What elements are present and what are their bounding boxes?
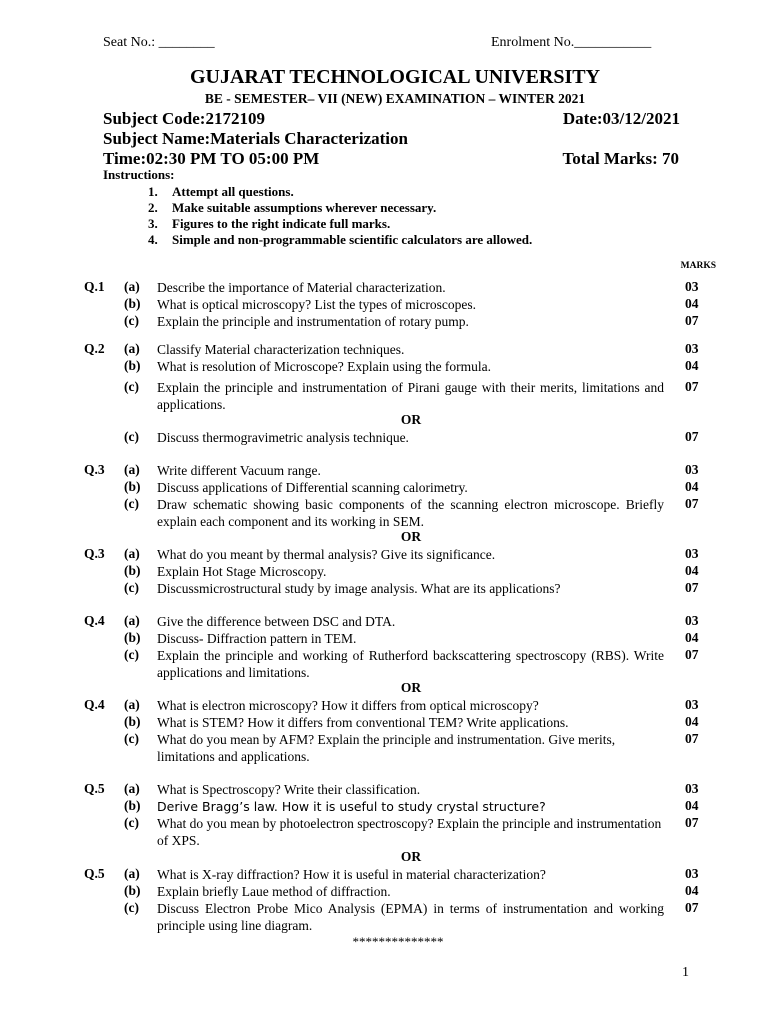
question-marks: 03	[685, 462, 699, 477]
question-marks: 04	[685, 296, 699, 311]
instruction-number: 3.	[148, 216, 158, 231]
question-part: (b)	[124, 714, 141, 729]
question-marks: 03	[685, 866, 699, 881]
question-text: What is X-ray diffraction? How it is useful in material characterization?	[157, 867, 546, 882]
instruction-number: 1.	[148, 184, 158, 199]
subject-code: Subject Code:2172109	[103, 109, 265, 128]
question-text: Explain Hot Stage Microscopy.	[157, 564, 327, 579]
question-part: (a)	[124, 462, 140, 477]
exam-date: Date:03/12/2021	[562, 109, 680, 128]
question-number: Q.4	[84, 613, 105, 628]
question-part: (a)	[124, 781, 140, 796]
question-text: Discuss- Diffraction pattern in TEM.	[157, 631, 357, 646]
question-marks: 07	[685, 379, 699, 394]
question-text: What is electron microscopy? How it differs from optical microscopy?	[157, 698, 539, 713]
question-text: Explain briefly Laue method of diffraction.	[157, 884, 391, 899]
question-text: Explain the principle and instrumentation of Pirani gauge with their merits, limitations and applications.	[157, 380, 664, 412]
question-part: (a)	[124, 866, 140, 881]
question-marks: 04	[685, 798, 699, 813]
instruction-number: 4.	[148, 232, 158, 247]
or-separator: OR	[400, 529, 422, 544]
question-number: Q.5	[84, 781, 105, 796]
question-part: (b)	[124, 296, 141, 311]
question-number: Q.1	[84, 279, 105, 294]
question-text: What is STEM? How it differs from conventional TEM? Write applications.	[157, 715, 569, 730]
question-part: (c)	[124, 815, 139, 830]
subject-name: Subject Name:Materials Characterization	[103, 129, 408, 148]
question-part: (c)	[124, 580, 139, 595]
question-part: (a)	[124, 279, 140, 294]
question-text: Explain the principle and working of Rutherford backscattering spectroscopy (RBS). Write applications and limitations.	[157, 648, 664, 680]
or-separator: OR	[400, 412, 422, 427]
question-text: What do you mean by photoelectron spectroscopy? Explain the principle and instrumentation of XPS.	[157, 816, 662, 848]
exam-title: BE - SEMESTER– VII (NEW) EXAMINATION – WINTER 2021	[204, 91, 586, 106]
question-marks: 07	[685, 429, 699, 444]
question-marks: 07	[685, 647, 699, 662]
question-marks: 07	[685, 313, 699, 328]
question-part: (a)	[124, 341, 140, 356]
question-part: (b)	[124, 563, 141, 578]
question-marks: 03	[685, 781, 699, 796]
question-marks: 04	[685, 479, 699, 494]
question-marks: 07	[685, 815, 699, 830]
question-text: What is Spectroscopy? Write their classification.	[157, 782, 421, 797]
question-marks: 04	[685, 630, 699, 645]
question-text: Give the difference between DSC and DTA.	[157, 614, 396, 629]
instruction-item	[148, 216, 648, 232]
question-text: Derive Bragg’s law. How it is useful to study crystal structure?	[157, 799, 546, 814]
question-part: (c)	[124, 313, 139, 328]
question-part: (b)	[124, 479, 141, 494]
question-text: What do you meant by thermal analysis? Give its significance.	[157, 547, 496, 562]
question-number: Q.5	[84, 866, 105, 881]
instruction-text: Attempt all questions.	[172, 184, 294, 199]
question-part: (a)	[124, 697, 140, 712]
question-text: Explain the principle and instrumentation of rotary pump.	[157, 314, 469, 329]
question-part: (b)	[124, 358, 141, 373]
end-marker: **************	[352, 934, 444, 949]
or-separator: OR	[400, 680, 422, 695]
question-part: (a)	[124, 546, 140, 561]
question-marks: 04	[685, 563, 699, 578]
instruction-text: Figures to the right indicate full marks.	[172, 216, 391, 231]
question-marks: 03	[685, 341, 699, 356]
question-marks: 03	[685, 279, 699, 294]
page-number: 1	[682, 965, 689, 980]
question-marks: 03	[685, 546, 699, 561]
question-part: (c)	[124, 647, 139, 662]
question-part: (c)	[124, 429, 139, 444]
question-marks: 07	[685, 731, 699, 746]
question-text: What is optical microscopy? List the types of microscopes.	[157, 297, 477, 312]
instruction-item	[148, 232, 648, 248]
instruction-text: Make suitable assumptions wherever necessary.	[172, 200, 437, 215]
question-part: (c)	[124, 379, 139, 394]
question-text: Discuss Electron Probe Mico Analysis (EPMA) in terms of instrumentation and working principle using line diagram.	[157, 901, 664, 933]
question-text: What is resolution of Microscope? Explain using the formula.	[157, 359, 492, 374]
question-number: Q.2	[84, 341, 105, 356]
question-marks: 03	[685, 613, 699, 628]
question-text: What do you mean by AFM? Explain the principle and instrumentation. Give merits, limitations and applications.	[157, 732, 616, 764]
question-text: Classify Material characterization techniques.	[157, 342, 405, 357]
marks-column-heading: MARKS	[680, 261, 716, 271]
question-part: (c)	[124, 496, 139, 511]
question-marks: 04	[685, 358, 699, 373]
instruction-text: Simple and non-programmable scientific calculators are allowed.	[172, 232, 533, 247]
question-marks: 07	[685, 580, 699, 595]
question-number: Q.3	[84, 462, 105, 477]
question-number: Q.3	[84, 546, 105, 561]
question-text: Write different Vacuum range.	[157, 463, 321, 478]
question-marks: 07	[685, 900, 699, 915]
university-title: GUJARAT TECHNOLOGICAL UNIVERSITY	[189, 66, 601, 88]
or-separator: OR	[400, 849, 422, 864]
question-text: Describe the importance of Material characterization.	[157, 280, 446, 295]
question-marks: 07	[685, 496, 699, 511]
seat-number: Seat No.: ________	[103, 35, 215, 50]
question-marks: 03	[685, 697, 699, 712]
question-text: Draw schematic showing basic components of the scanning electron microscope. Briefly explain each component and its working in SEM.	[157, 497, 664, 529]
instruction-number: 2.	[148, 200, 158, 215]
total-marks: Total Marks: 70	[562, 149, 679, 168]
instruction-item	[148, 200, 648, 216]
question-part: (b)	[124, 883, 141, 898]
question-part: (c)	[124, 900, 139, 915]
question-part: (b)	[124, 630, 141, 645]
question-text: Discussmicrostructural study by image analysis. What are its applications?	[157, 581, 561, 596]
instruction-item	[148, 184, 648, 200]
question-part: (c)	[124, 731, 139, 746]
question-marks: 04	[685, 714, 699, 729]
question-marks: 04	[685, 883, 699, 898]
question-part: (b)	[124, 798, 141, 813]
question-text: Discuss thermogravimetric analysis technique.	[157, 430, 409, 445]
exam-time: Time:02:30 PM TO 05:00 PM	[103, 149, 320, 168]
enrolment-number: Enrolment No.___________	[491, 35, 652, 50]
question-part: (a)	[124, 613, 140, 628]
question-number: Q.4	[84, 697, 105, 712]
instructions-heading: Instructions:	[103, 167, 175, 182]
question-text: Discuss applications of Differential scanning calorimetry.	[157, 480, 468, 495]
